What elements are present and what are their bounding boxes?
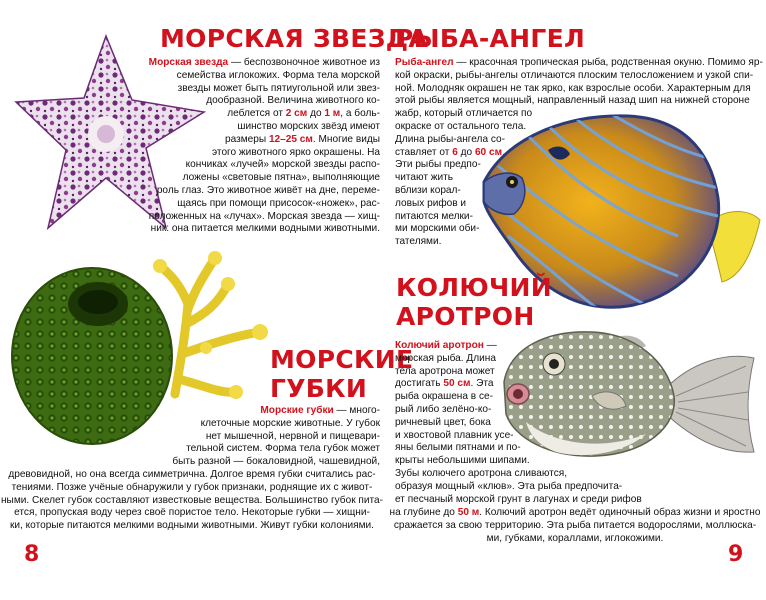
- pufferfish-text-bottom: на глубине до 50 м. Колючий аротрон ведёт одиночный образ жизни и яростно сражается за свою территорию. Эта рыба питается водорослями, моллюска- ми, губками, кораллами, иглокожими.: [389, 507, 761, 544]
- pufferfish-title: КОЛЮЧИЙ АРОТРОН: [396, 273, 552, 331]
- starfish-text: Морская звезда — беспозвоночное животное из семейства иглокожих. Форма тела морской звезды может быть пятиугольной или звез- дообразной. Величина животного ко- леблется от 2 см до 1 м, а боль- шинство морских звёзд имеют размеры 12–25 см. Многие виды этого животного ярко окрашены. На кончиках «лучей» морской звезды распо- ложены «световые пятна», выполняющие роль глаз. Это животное живёт на дне, переме- щаясь при помощи присосок-«ножек», рас- положенных на «лучах». Морская звезда — хищ- ник: она питается мелкими водными животными.: [148, 57, 380, 235]
- pufferfish-text-top: Колючий аротрон — морская рыба. Длина тела аротрона может достигать 50 см. Эта рыба окрашена в се- рый либо зелёно-ко- ричневый цвет, бока и хвостовой плавник усе- яны белыми пятнами и по- крыты небольшими шипами. Зубы колючего аротрона сливаются, образуя мощный «клюв». Эта рыба предпочита- ет песчаный морской грунт в лагунах и среди рифов: [395, 340, 642, 505]
- starfish-title: МОРСКАЯ ЗВЕЗДА: [160, 24, 429, 53]
- sponges-title: МОРСКИЕ ГУБКИ: [270, 345, 414, 403]
- sponges-text-top: Морские губки — много- клеточные морские животные. У губок нет мышечной, нервной и пищевари- тельной систем. Форма тела губок может быть разной — бокаловидной, чашевидной,: [172, 405, 380, 468]
- page-number-right: 9: [728, 542, 744, 567]
- page-number-left: 8: [24, 542, 40, 567]
- angelfish-title: РЫБА-АНГЕЛ: [395, 24, 586, 53]
- angelfish-text: Рыба-ангел — красочная тропическая рыба, родственная окуню. Помимо яр- кой окраски, рыбы-ангелы отличаются плоским телосложением и узкой спи- ной. Молодняк окрашен не так ярко, как взрослые особи. Характерным для этой рыбы является мощный, направленный назад шип на нижней стороне жабр, который отличается по окраске от остального тела. Длина рыбы-ангела со- ставляет от 6 до 60 см. Эти рыбы предпо- читают жить вблизи корал- ловых рифов и питаются мелки- ми морскими оби- тателями.: [395, 57, 763, 248]
- pufferfish-image: [496, 322, 758, 472]
- sponges-text-bottom: древовидной, но она всегда симметрична. Долгое время губки считались рас- тениями. Позже учёные обнаружили у губок признаки, роднящие их с живот- ными. Скелет губок составляют известковые вещества. Большинство губок пита- ется, пропуская воду через своё пористое тело. Некоторые губки — хищни- ки, которые питаются мелкими водными животными. Живут губки колониями.: [0, 469, 383, 532]
